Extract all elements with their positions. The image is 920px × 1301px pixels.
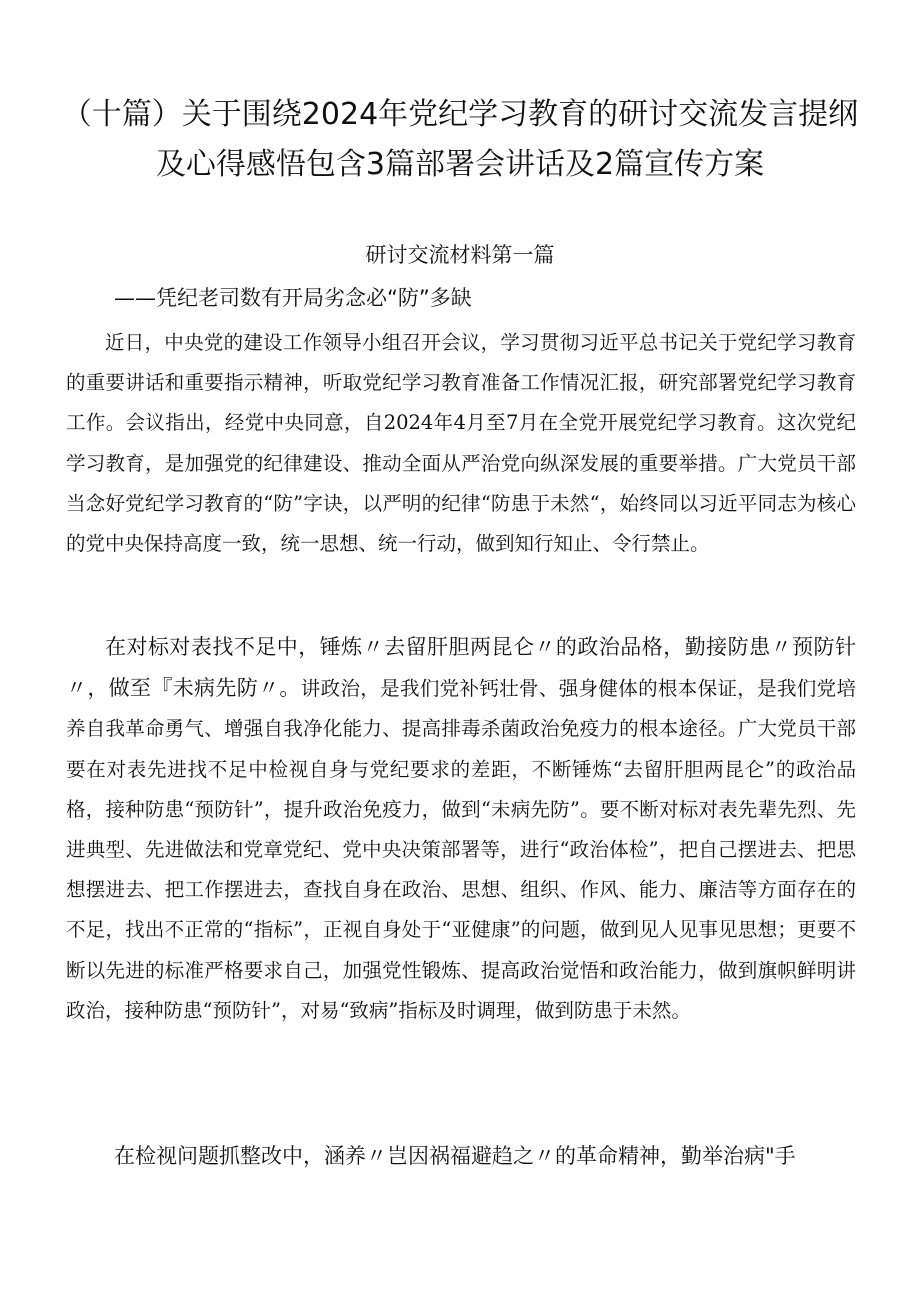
paragraph-2-lead: 在对标对表找不足中，锤炼〃去留肝胆两昆仑〃的政治品格，勤接防患〃预防针〃，做至『未病先防〃。	[66, 635, 856, 701]
body-paragraph-2	[66, 627, 856, 1031]
document-title: （十篇）关于围绕2024年党纪学习教育的研讨交流发言提纲及心得感悟包含3篇部署会讲话及2篇宣传方案	[61, 97, 859, 182]
section-title: 研讨交流材料第一篇	[365, 243, 555, 267]
paragraph-3-heading: 在检视问题抓整改中，涵养〃岂因祸福避趋之〃的革命精神，勤举治病"手	[114, 1144, 796, 1168]
section-subtitle: ——凭纪老司数有开局劣念必“防”多缺	[114, 286, 472, 310]
paragraph-2-body: 讲政治，是我们党补钙壮骨、强身健体的根本保证，是我们党培养自我革命勇气、增强自我净化能力、提高排毒杀菌政治免疫力的根本途径。广大党员干部要在对表先进找不足中检视自身与党纪要求的差距，不断锤炼“去留肝胆两昆仑”的政治品格，接种防患“预防针”，提升政治免疫力，做到“未病先防”。要不断对标对表先辈先烈、先进典型、先进做法和党章党纪、党中央决策部署等，进行“政治体检”，把自己摆进去、把思想摆进去、把工作摆进去，查找自身在政治、思想、组织、作风、能力、廉洁等方面存在的不足，找出不正常的“指标”，正视自身处于“亚健康”的问题，做到见人见事见思想；更要不断以先进的标准严格要求自己，加强党性锻炼、提高政治觉悟和政治能力，做到旗帜鲜明讲政治，接种防患“预防针”，对易“致病”指标及时调理，做到防患于未然。	[66, 677, 856, 1022]
body-paragraph-1: 近日，中央党的建设工作领导小组召开会议，学习贯彻习近平总书记关于党纪学习教育的重要讲话和重要指示精神，听取党纪学习教育准备工作情况汇报，研究部署党纪学习教育工作。会议指出，经党中央同意，自2024年4月至7月在全党开展党纪学习教育。这次党纪学习教育，是加强党的纪律建设、推动全面从严治党向纵深发展的重要举措。广大党员干部当念好党纪学习教育的“防”字诀，以严明的纪律“防患于未然“，始终同以习近平同志为核心的党中央保持高度一致，统一思想、统一行动，做到知行知止、令行禁止。	[66, 331, 856, 556]
